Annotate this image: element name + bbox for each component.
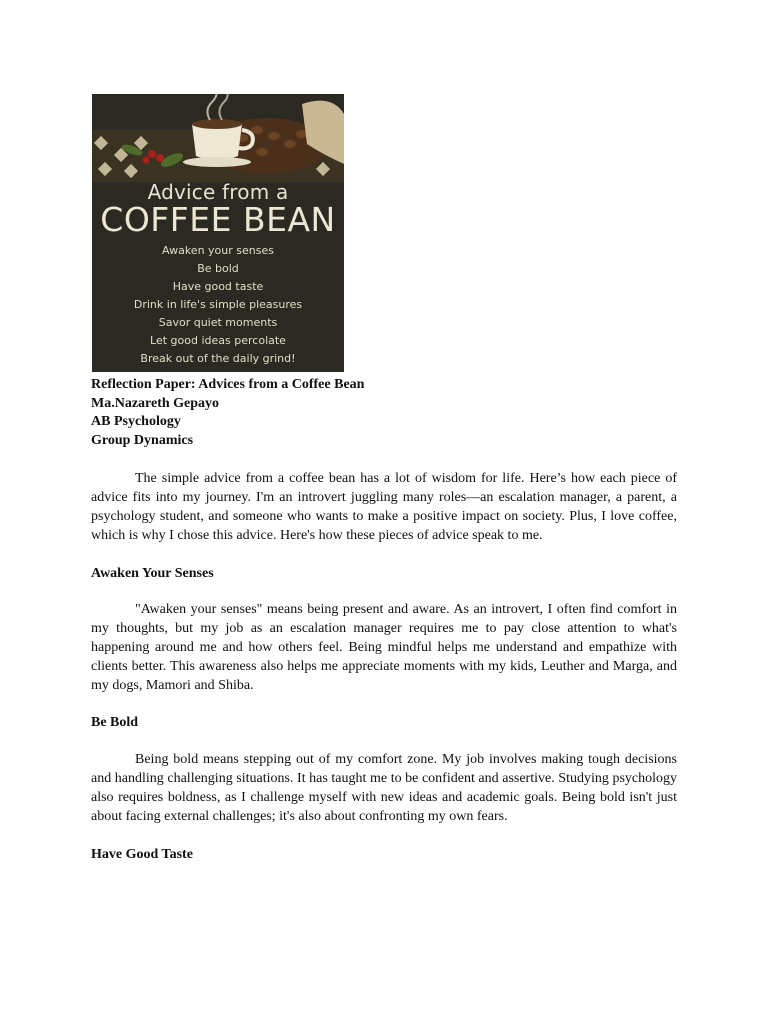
poster-advice-line: Awaken your senses <box>162 244 274 257</box>
poster-advice-list <box>92 242 344 368</box>
intro-paragraph: The simple advice from a coffee bean has a lot of wisdom for life. Here’s how each piece of advice fits into my journey. I'm an introvert juggling many roles—an escalation manager, a parent, a psychology student, and someone who wants to make a positive impact on society. Plus, I love coffee, which is why I chose this advice. Here's how these pieces of advice speak to me. <box>91 471 677 543</box>
poster-advice-line: Be bold <box>197 262 239 275</box>
poster-advice-line: Break out of the daily grind! <box>140 352 296 365</box>
poster-advice-line: Have good taste <box>172 280 264 293</box>
program-name: AB Psychology <box>91 414 181 430</box>
poster-advice-line: Let good ideas percolate <box>150 334 286 347</box>
section-text-awaken: "Awaken your senses" means being present and aware. As an introvert, I often find comfort in my thoughts, but my job as an escalation manager requires me to pay close attention to what's happening around me and how others feel. Being mindful helps me understand and empathize with clients better. This awareness also helps me appreciate moments with my kids, Leuther and Marga, and my dogs, Mamori and Shiba. <box>91 602 677 693</box>
coffee-bean-poster <box>92 94 344 372</box>
document-title: Reflection Paper: Advices from a Coffee Bean <box>91 377 365 392</box>
poster-advice-line: Savor quiet moments <box>158 316 278 329</box>
coffee-cup-illustration <box>92 94 344 182</box>
poster-heading-small: Advice from a <box>147 180 289 204</box>
author-name: Ma.Nazareth Gepayo <box>91 395 220 411</box>
poster-advice-line: Drink in life's simple pleasures <box>133 298 303 311</box>
course-name: Group Dynamics <box>91 432 194 448</box>
poster-heading-big: COFFEE BEAN <box>100 200 336 239</box>
section-heading-taste: Have Good Taste <box>91 847 193 862</box>
section-text-bold: Being bold means stepping out of my comfort zone. My job involves making tough decisions and handling challenging situations. It has taught me to be confident and assertive. Studying psychology also requires boldness, as I challenge myself with new ideas and academic goals. Being bold isn't just about facing external challenges; it's also about confronting my own fears. <box>91 752 677 824</box>
section-heading-awaken: Awaken Your Senses <box>91 566 214 581</box>
document-header <box>91 376 691 450</box>
section-heading-bold: Be Bold <box>91 715 139 730</box>
